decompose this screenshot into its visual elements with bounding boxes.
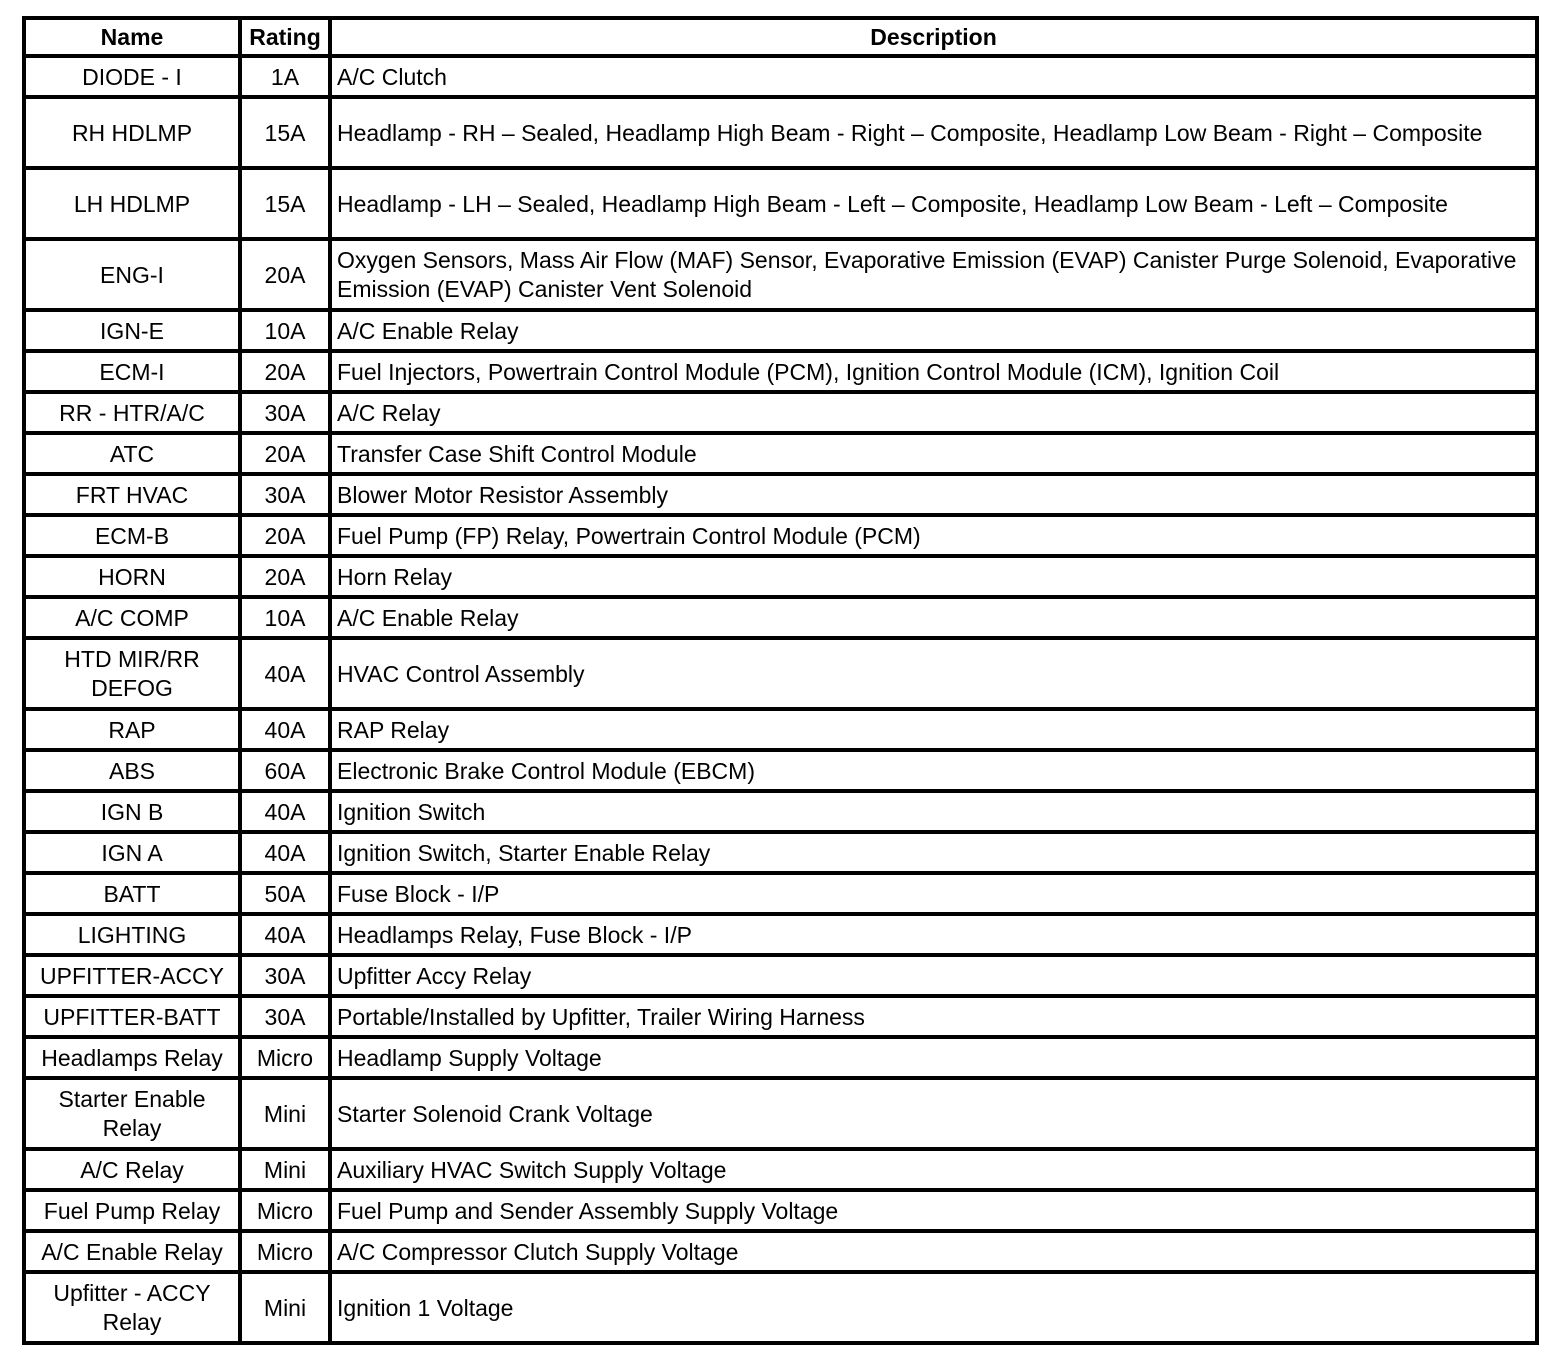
- name-cell: DIODE - I: [24, 56, 240, 97]
- description-cell: A/C Enable Relay: [330, 597, 1537, 638]
- description-cell: RAP Relay: [330, 709, 1537, 750]
- description-cell: A/C Clutch: [330, 56, 1537, 97]
- rating-cell: Micro: [240, 1190, 330, 1231]
- rating-cell: 20A: [240, 556, 330, 597]
- table-row: [24, 1272, 1537, 1343]
- description-cell: Headlamp - LH – Sealed, Headlamp High Beam - Left – Composite, Headlamp Low Beam - Left – Composite: [330, 168, 1537, 239]
- name-cell: IGN-E: [24, 310, 240, 351]
- table-row: [24, 392, 1537, 433]
- name-cell: RH HDLMP: [24, 97, 240, 168]
- description-cell: Transfer Case Shift Control Module: [330, 433, 1537, 474]
- table-row: [24, 310, 1537, 351]
- name-cell: Upfitter - ACCY Relay: [24, 1272, 240, 1343]
- rating-cell: 40A: [240, 791, 330, 832]
- table-row: [24, 832, 1537, 873]
- table-row: [24, 709, 1537, 750]
- name-cell: A/C COMP: [24, 597, 240, 638]
- rating-cell: 40A: [240, 914, 330, 955]
- name-cell: UPFITTER-ACCY: [24, 955, 240, 996]
- fuse-relay-table: [22, 16, 1539, 1345]
- table-row: [24, 1149, 1537, 1190]
- rating-cell: 40A: [240, 709, 330, 750]
- table-row: [24, 556, 1537, 597]
- table-row: [24, 791, 1537, 832]
- table-row: [24, 1037, 1537, 1078]
- name-cell: ECM-B: [24, 515, 240, 556]
- description-cell: Ignition 1 Voltage: [330, 1272, 1537, 1343]
- name-cell: HORN: [24, 556, 240, 597]
- name-cell: A/C Relay: [24, 1149, 240, 1190]
- table-row: [24, 168, 1537, 239]
- table-row: [24, 750, 1537, 791]
- name-cell: ECM-I: [24, 351, 240, 392]
- rating-cell: 60A: [240, 750, 330, 791]
- table-header-row: [24, 18, 1537, 56]
- description-cell: HVAC Control Assembly: [330, 638, 1537, 709]
- name-cell: A/C Enable Relay: [24, 1231, 240, 1272]
- name-cell: HTD MIR/RR DEFOG: [24, 638, 240, 709]
- rating-cell: 10A: [240, 597, 330, 638]
- table-row: [24, 1078, 1537, 1149]
- table-row: [24, 597, 1537, 638]
- table-row: [24, 996, 1537, 1037]
- rating-cell: Mini: [240, 1272, 330, 1343]
- column-header-name: Name: [24, 18, 240, 56]
- name-cell: ATC: [24, 433, 240, 474]
- description-cell: Headlamp Supply Voltage: [330, 1037, 1537, 1078]
- description-cell: Oxygen Sensors, Mass Air Flow (MAF) Sensor, Evaporative Emission (EVAP) Canister Purge Solenoid, Evaporative Emission (EVAP) Canister Vent Solenoid: [330, 239, 1537, 310]
- rating-cell: 30A: [240, 996, 330, 1037]
- description-cell: A/C Relay: [330, 392, 1537, 433]
- rating-cell: 30A: [240, 474, 330, 515]
- table-row: [24, 914, 1537, 955]
- description-cell: Headlamps Relay, Fuse Block - I/P: [330, 914, 1537, 955]
- table-row: [24, 474, 1537, 515]
- table-row: [24, 56, 1537, 97]
- rating-cell: 20A: [240, 351, 330, 392]
- description-cell: Fuel Pump and Sender Assembly Supply Voltage: [330, 1190, 1537, 1231]
- rating-cell: Micro: [240, 1037, 330, 1078]
- description-cell: Fuel Pump (FP) Relay, Powertrain Control Module (PCM): [330, 515, 1537, 556]
- name-cell: IGN B: [24, 791, 240, 832]
- table-row: [24, 239, 1537, 310]
- name-cell: Headlamps Relay: [24, 1037, 240, 1078]
- table-row: [24, 1190, 1537, 1231]
- name-cell: RR - HTR/A/C: [24, 392, 240, 433]
- rating-cell: 20A: [240, 239, 330, 310]
- rating-cell: 1A: [240, 56, 330, 97]
- name-cell: Starter Enable Relay: [24, 1078, 240, 1149]
- rating-cell: Mini: [240, 1078, 330, 1149]
- column-header-description: Description: [330, 18, 1537, 56]
- name-cell: BATT: [24, 873, 240, 914]
- column-header-rating: Rating: [240, 18, 330, 56]
- rating-cell: 15A: [240, 97, 330, 168]
- table-row: [24, 97, 1537, 168]
- table-row: [24, 433, 1537, 474]
- description-cell: Ignition Switch, Starter Enable Relay: [330, 832, 1537, 873]
- table-row: [24, 873, 1537, 914]
- rating-cell: 40A: [240, 832, 330, 873]
- rating-cell: 40A: [240, 638, 330, 709]
- name-cell: IGN A: [24, 832, 240, 873]
- description-cell: Ignition Switch: [330, 791, 1537, 832]
- name-cell: UPFITTER-BATT: [24, 996, 240, 1037]
- name-cell: ABS: [24, 750, 240, 791]
- description-cell: Fuse Block - I/P: [330, 873, 1537, 914]
- description-cell: A/C Compressor Clutch Supply Voltage: [330, 1231, 1537, 1272]
- description-cell: Upfitter Accy Relay: [330, 955, 1537, 996]
- description-cell: Horn Relay: [330, 556, 1537, 597]
- name-cell: Fuel Pump Relay: [24, 1190, 240, 1231]
- description-cell: Fuel Injectors, Powertrain Control Module (PCM), Ignition Control Module (ICM), Ignition Coil: [330, 351, 1537, 392]
- table-row: [24, 638, 1537, 709]
- description-cell: Electronic Brake Control Module (EBCM): [330, 750, 1537, 791]
- description-cell: A/C Enable Relay: [330, 310, 1537, 351]
- name-cell: LIGHTING: [24, 914, 240, 955]
- description-cell: Starter Solenoid Crank Voltage: [330, 1078, 1537, 1149]
- rating-cell: 10A: [240, 310, 330, 351]
- rating-cell: 50A: [240, 873, 330, 914]
- rating-cell: 20A: [240, 515, 330, 556]
- name-cell: LH HDLMP: [24, 168, 240, 239]
- table-row: [24, 955, 1537, 996]
- table-row: [24, 515, 1537, 556]
- description-cell: Portable/Installed by Upfitter, Trailer Wiring Harness: [330, 996, 1537, 1037]
- description-cell: Headlamp - RH – Sealed, Headlamp High Beam - Right – Composite, Headlamp Low Beam - Right – Composite: [330, 97, 1537, 168]
- rating-cell: 30A: [240, 955, 330, 996]
- name-cell: ENG-I: [24, 239, 240, 310]
- rating-cell: Mini: [240, 1149, 330, 1190]
- table-row: [24, 1231, 1537, 1272]
- rating-cell: 15A: [240, 168, 330, 239]
- rating-cell: Micro: [240, 1231, 330, 1272]
- description-cell: Blower Motor Resistor Assembly: [330, 474, 1537, 515]
- description-cell: Auxiliary HVAC Switch Supply Voltage: [330, 1149, 1537, 1190]
- name-cell: RAP: [24, 709, 240, 750]
- table-row: [24, 351, 1537, 392]
- name-cell: FRT HVAC: [24, 474, 240, 515]
- rating-cell: 30A: [240, 392, 330, 433]
- rating-cell: 20A: [240, 433, 330, 474]
